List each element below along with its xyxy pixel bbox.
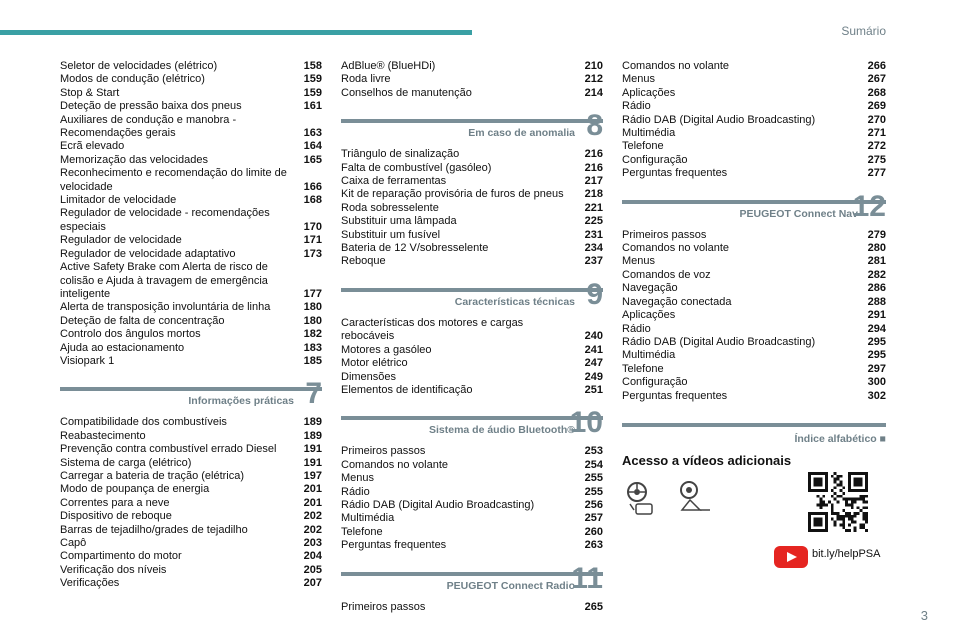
toc-entry-title: Modos de condução (elétrico) <box>60 73 205 86</box>
toc-entry-page: 267 <box>867 73 886 86</box>
toc-entry-title: Roda livre <box>341 73 391 86</box>
page-number: 3 <box>920 608 928 623</box>
toc-entry[interactable] <box>622 376 886 389</box>
toc-entry-title: Navegação <box>622 282 678 295</box>
toc-entry[interactable] <box>60 537 322 550</box>
toc-entry[interactable] <box>60 301 322 314</box>
toc-entry-title: Características dos motores e cargas rebocáveis <box>341 316 524 343</box>
toc-entry-page: 295 <box>867 349 886 362</box>
toc-entry[interactable] <box>341 87 603 100</box>
toc-entry-title: Controlo dos ângulos mortos <box>60 328 201 341</box>
toc-entry-title: Perguntas frequentes <box>622 389 728 402</box>
toc-entry-title: Rádio DAB (Digital Audio Broadcasting) <box>622 113 816 126</box>
toc-entry[interactable] <box>341 526 603 539</box>
toc-entry[interactable] <box>622 154 886 167</box>
toc-entry[interactable] <box>341 188 603 201</box>
toc-entry-title: Comandos no volante <box>341 458 449 471</box>
toc-entry-page: 180 <box>303 301 322 314</box>
toc-entry[interactable] <box>60 430 322 443</box>
toc-entry-page: 234 <box>584 242 603 255</box>
toc-entry[interactable] <box>60 73 322 86</box>
toc-entry[interactable] <box>341 539 603 552</box>
toc-entry-page: 249 <box>584 370 603 383</box>
toc-entry-page: 255 <box>584 472 603 485</box>
toc-entry-page: 247 <box>584 357 603 370</box>
toc-entry-title: Ajuda ao estacionamento <box>60 341 185 354</box>
toc-column-2 <box>341 60 603 614</box>
toc-entry-title: Menus <box>622 255 656 268</box>
toc-entry-page: 253 <box>584 445 603 458</box>
section-title: Informações práticas <box>188 395 294 408</box>
toc-entry-page: 275 <box>867 153 886 166</box>
toc-entry[interactable] <box>622 60 886 73</box>
toc-entry[interactable] <box>341 486 603 499</box>
toc-entry[interactable] <box>622 73 886 86</box>
toc-entry[interactable] <box>60 470 322 483</box>
toc-entry-page: 168 <box>303 194 322 207</box>
toc-entry-title: Primeiros passos <box>622 228 707 241</box>
toc-entry[interactable] <box>60 564 322 577</box>
toc-entry-title: Deteção de pressão baixa dos pneus <box>60 100 242 113</box>
toc-entry-title: Sistema de carga (elétrico) <box>60 456 192 469</box>
toc-entry-page: 225 <box>584 215 603 228</box>
toc-entry-title: Barras de tejadilho/grades de tejadilho <box>60 523 248 536</box>
toc-entry-title: Substituir uma lâmpada <box>341 215 457 228</box>
toc-entry-page: 163 <box>303 127 322 140</box>
toc-entry[interactable] <box>341 445 603 458</box>
toc-entry-title: AdBlue® (BlueHDi) <box>341 60 436 72</box>
toc-entry[interactable] <box>622 114 886 127</box>
toc-entry-title: Compatibilidade dos combustíveis <box>60 416 227 429</box>
toc-entry-page: 183 <box>303 341 322 354</box>
toc-entry[interactable] <box>60 87 322 100</box>
toc-entry[interactable] <box>341 175 603 188</box>
toc-entry-page: 265 <box>584 600 603 613</box>
toc-entry-title: Rádio DAB (Digital Audio Broadcasting) <box>622 335 816 348</box>
toc-entry[interactable] <box>341 148 603 161</box>
toc-entry-title: Stop & Start <box>60 86 120 99</box>
toc-entry-title: Aplicações <box>622 86 676 99</box>
toc-entry-title: Correntes para a neve <box>60 496 170 509</box>
toc-entry-page: 212 <box>584 73 603 86</box>
toc-entry-title: Reconhecimento e recomendação do limite de velocidade <box>60 167 287 193</box>
toc-entry[interactable] <box>622 140 886 153</box>
toc-entry-title: Kit de reparação provisória de furos de pneus <box>341 188 564 201</box>
toc-entry[interactable] <box>60 100 322 113</box>
toc-entry-title: Dispositivo de reboque <box>60 510 172 523</box>
toc-entry[interactable] <box>60 315 322 328</box>
toc-entry-title: Roda sobresselente <box>341 201 439 214</box>
toc-entry[interactable] <box>341 512 603 525</box>
toc-entry-page: 210 <box>584 60 603 72</box>
toc-entry-page: 231 <box>584 228 603 241</box>
section-number: 12 <box>852 189 886 223</box>
toc-entry[interactable] <box>341 384 603 397</box>
toc-entry-page: 281 <box>867 255 886 268</box>
toc-entry-page: 297 <box>867 362 886 375</box>
toc-entry[interactable] <box>60 510 322 523</box>
toc-entry-title: Rádio <box>622 322 651 335</box>
toc-entry[interactable] <box>341 229 603 242</box>
toc-entry[interactable] <box>622 323 886 336</box>
toc-entry-title: Dimensões <box>341 370 397 383</box>
toc-entry-title: Limitador de velocidade <box>60 194 177 207</box>
toc-entry[interactable] <box>60 416 322 429</box>
section-header-7 <box>60 377 322 413</box>
toc-entry-title: Prevenção contra combustível errado Diesel <box>60 443 277 456</box>
toc-entry-title: Multimédia <box>622 127 676 140</box>
toc-entry-title: Substituir um fusível <box>341 228 441 241</box>
toc-entry-page: 257 <box>584 512 603 525</box>
toc-entry[interactable] <box>622 167 886 180</box>
toc-entry-title: Reabastecimento <box>60 429 146 442</box>
toc-entry-page: 237 <box>584 255 603 268</box>
toc-entry-page: 216 <box>584 148 603 161</box>
section-number: 11 <box>571 561 603 595</box>
section-title: PEUGEOT Connect Radio <box>446 579 575 592</box>
toc-entry[interactable] <box>60 550 322 563</box>
section-header-12 <box>622 189 886 226</box>
toc-entry[interactable] <box>622 336 886 349</box>
toc-entry-title: Motor elétrico <box>341 357 408 370</box>
toc-entry[interactable] <box>622 127 886 140</box>
toc-entry[interactable] <box>622 229 886 242</box>
toc-entry-title: Verificação dos níveis <box>60 563 167 576</box>
toc-entry-page: 295 <box>867 335 886 348</box>
toc-entry-title: Multimédia <box>341 512 395 525</box>
toc-entry-page: 173 <box>303 247 322 260</box>
toc-entry-title: Modo de poupança de energia <box>60 483 210 496</box>
toc-entry-title: Perguntas frequentes <box>341 539 447 552</box>
toc-entry-page: 240 <box>584 330 603 343</box>
toc-entry-title: Conselhos de manutenção <box>341 86 472 99</box>
toc-entry-title: Regulador de velocidade - recomendações especiais <box>60 207 270 233</box>
toc-entry-title: Ecrã elevado <box>60 140 125 153</box>
toc-entry-title: Compartimento do motor <box>60 550 182 563</box>
toc-entry-page: 201 <box>303 483 322 496</box>
toc-entry-title: Seletor de velocidades (elétrico) <box>60 60 218 72</box>
toc-entry-title: Primeiros passos <box>341 600 426 613</box>
toc-entry-page: 205 <box>303 563 322 576</box>
toc-entry[interactable] <box>341 255 603 268</box>
toc-entry-title: Bateria de 12 V/sobresselente <box>341 242 489 255</box>
toc-entry[interactable] <box>341 344 603 357</box>
toc-entry[interactable] <box>341 499 603 512</box>
toc-entry-title: Menus <box>622 73 656 86</box>
toc-entry-title: Configuração <box>622 153 688 166</box>
toc-entry-page: 263 <box>584 539 603 552</box>
toc-entry[interactable] <box>622 390 886 403</box>
toc-entry[interactable] <box>60 154 322 167</box>
help-video-link[interactable]: bit.ly/helpPSA <box>812 547 881 560</box>
toc-entry-page: 201 <box>303 496 322 509</box>
toc-entry[interactable] <box>60 355 322 368</box>
toc-entry[interactable] <box>622 87 886 100</box>
video-steering-wheel-icon[interactable] <box>624 480 658 518</box>
toc-entry-page: 189 <box>303 416 322 429</box>
toc-entry-page: 165 <box>303 153 322 166</box>
toc-entry-page: 202 <box>303 510 322 523</box>
toc-entry-page: 256 <box>584 498 603 511</box>
toc-entry-page: 272 <box>867 140 886 153</box>
toc-entry-page: 221 <box>584 201 603 214</box>
toc-entry[interactable] <box>60 457 322 470</box>
toc-entry[interactable] <box>341 459 603 472</box>
toc-entry-page: 286 <box>867 282 886 295</box>
toc-entry[interactable] <box>60 577 322 590</box>
toc-entry[interactable] <box>60 497 322 510</box>
toc-entry-page: 217 <box>584 175 603 188</box>
toc-entry-title: Perguntas frequentes <box>622 167 728 180</box>
toc-entry-page: 282 <box>867 268 886 281</box>
toc-entry[interactable] <box>60 140 322 153</box>
toc-entry[interactable] <box>60 443 322 456</box>
toc-entry-page: 260 <box>584 525 603 538</box>
toc-entry-page: 251 <box>584 383 603 396</box>
toc-entry-page: 207 <box>303 577 322 590</box>
video-driving-aids-icon[interactable] <box>678 480 712 518</box>
toc-entry-title: Comandos no volante <box>622 60 730 72</box>
toc-entry-title: Deteção de falta de concentração <box>60 314 225 327</box>
toc-entry-page: 202 <box>303 523 322 536</box>
toc-entry-title: Primeiros passos <box>341 445 426 458</box>
section-header-11 <box>341 561 603 598</box>
toc-entry-page: 191 <box>303 443 322 456</box>
toc-entry-title: Memorização das velocidades <box>60 153 208 166</box>
toc-entry-title: Motores a gasóleo <box>341 343 432 356</box>
toc-entry-page: 158 <box>303 60 322 72</box>
toc-entry[interactable] <box>60 194 322 207</box>
toc-entry-page: 302 <box>867 389 886 402</box>
toc-entry-title: Aplicações <box>622 309 676 322</box>
toc-entry-page: 216 <box>584 161 603 174</box>
toc-entry-page: 270 <box>867 113 886 126</box>
toc-entry-title: Regulador de velocidade adaptativo <box>60 247 236 260</box>
toc-entry-page: 269 <box>867 100 886 113</box>
toc-entry-page: 159 <box>303 73 322 86</box>
toc-entry-title: Caixa de ferramentas <box>341 175 447 188</box>
toc-entry-title: Alerta de transposição involuntária de linha <box>60 301 271 314</box>
videos-area <box>622 468 886 578</box>
toc-entry[interactable] <box>341 73 603 86</box>
toc-entry[interactable] <box>60 261 322 301</box>
section-title: Em caso de anomalia <box>468 127 575 140</box>
section-title: Sistema de áudio Bluetooth® <box>428 424 575 437</box>
toc-entry[interactable] <box>60 328 322 341</box>
toc-entry-page: 291 <box>867 309 886 322</box>
toc-entry-title: Rádio <box>622 100 651 113</box>
toc-entry-page: 161 <box>303 100 322 113</box>
toc-entry-page: 170 <box>303 220 322 233</box>
toc-entry[interactable] <box>622 363 886 376</box>
toc-entry-page: 182 <box>303 328 322 341</box>
toc-entry[interactable] <box>60 248 322 261</box>
toc-entry[interactable] <box>341 472 603 485</box>
toc-entry-title: Comandos no volante <box>622 242 730 255</box>
toc-entry-title: Active Safety Brake com Alerta de risco de colisão e Ajuda à travagem de emergência inteligente <box>60 261 268 300</box>
toc-entry-title: Falta de combustível (gasóleo) <box>341 161 492 174</box>
toc-entry-title: Verificações <box>60 577 120 590</box>
header-accent-bar <box>0 30 472 35</box>
toc-entry[interactable] <box>60 207 322 234</box>
toc-entry-title: Rádio DAB (Digital Audio Broadcasting) <box>341 498 535 511</box>
toc-entry[interactable] <box>341 357 603 370</box>
toc-entry-title: Auxiliares de condução e manobra - Recomendações gerais <box>60 113 237 140</box>
toc-entry-page: 171 <box>303 234 322 247</box>
toc-entry-title: Elementos de identificação <box>341 383 473 396</box>
toc-entry[interactable] <box>622 100 886 113</box>
toc-entry[interactable] <box>622 349 886 362</box>
section-number: 7 <box>305 377 322 411</box>
toc-entry-title: Menus <box>341 472 375 485</box>
toc-entry[interactable] <box>60 342 322 355</box>
toc-entry-title: Reboque <box>341 255 386 268</box>
page-header-title: Sumário <box>841 24 886 38</box>
toc-entry-title: Telefone <box>622 362 664 375</box>
section-header-10 <box>341 406 603 442</box>
toc-entry-title: Configuração <box>622 376 688 389</box>
toc-entry-page: 214 <box>584 86 603 99</box>
index-label: Índice alfabético ■ <box>794 432 886 445</box>
toc-entry-page: 279 <box>867 228 886 241</box>
toc-entry-page: 300 <box>867 376 886 389</box>
toc-entry-title: Multimédia <box>622 349 676 362</box>
toc-entry-page: 185 <box>303 354 322 367</box>
toc-entry-page: 203 <box>303 537 322 549</box>
alphabetical-index-link[interactable] <box>622 423 886 445</box>
toc-entry-title: Visiopark 1 <box>60 354 115 367</box>
toc-entry-page: 204 <box>303 550 322 563</box>
youtube-icon[interactable] <box>774 546 808 568</box>
toc-column-3 <box>622 60 886 578</box>
toc-entry[interactable] <box>622 269 886 282</box>
toc-entry[interactable] <box>622 309 886 322</box>
toc-column-1 <box>60 60 322 591</box>
toc-entry-page: 166 <box>303 180 322 193</box>
toc-entry-page: 197 <box>303 469 322 482</box>
toc-entry-page: 271 <box>867 127 886 140</box>
toc-entry[interactable] <box>60 114 322 141</box>
toc-entry[interactable] <box>60 167 322 194</box>
section-number: 10 <box>569 406 603 440</box>
section-header-9 <box>341 277 603 314</box>
section-header-8 <box>341 109 603 145</box>
toc-entry-page: 254 <box>584 458 603 471</box>
toc-entry-page: 159 <box>303 86 322 99</box>
toc-entry[interactable] <box>341 242 603 255</box>
toc-entry-title: Triângulo de sinalização <box>341 148 460 161</box>
toc-entry[interactable] <box>622 255 886 268</box>
section-number: 9 <box>586 277 603 311</box>
toc-entry-title: Comandos de voz <box>622 268 711 281</box>
toc-entry[interactable] <box>341 60 603 73</box>
toc-entry-page: 191 <box>303 456 322 469</box>
toc-entry[interactable] <box>341 371 603 384</box>
toc-entry-title: Rádio <box>341 485 370 498</box>
toc-entry-page: 189 <box>303 429 322 442</box>
section-title: PEUGEOT Connect Nav <box>739 207 858 220</box>
toc-entry-page: 177 <box>303 287 322 300</box>
toc-entry[interactable] <box>341 162 603 175</box>
toc-entry-title: Carregar a bateria de tração (elétrica) <box>60 469 245 482</box>
toc-entry[interactable] <box>341 202 603 215</box>
toc-entry-title: Regulador de velocidade <box>60 234 182 247</box>
qr-code-icon <box>808 472 868 532</box>
toc-entry[interactable] <box>341 317 603 344</box>
toc-entry-page: 180 <box>303 314 322 327</box>
toc-entry-page: 241 <box>584 343 603 356</box>
toc-entry-page: 280 <box>867 242 886 255</box>
toc-entry[interactable] <box>622 242 886 255</box>
toc-entry[interactable] <box>60 60 322 73</box>
toc-entry[interactable] <box>622 296 886 309</box>
toc-entry[interactable] <box>341 215 603 228</box>
toc-entry-page: 268 <box>867 86 886 99</box>
toc-entry-title: Navegação conectada <box>622 295 732 308</box>
toc-entry-page: 266 <box>867 60 886 72</box>
toc-entry[interactable] <box>60 234 322 247</box>
toc-entry-page: 294 <box>867 322 886 335</box>
section-number: 8 <box>586 109 603 143</box>
toc-entry[interactable] <box>60 524 322 537</box>
toc-entry-page: 288 <box>867 295 886 308</box>
toc-entry[interactable] <box>341 601 603 614</box>
toc-entry-page: 164 <box>303 140 322 153</box>
toc-entry-page: 218 <box>584 188 603 201</box>
toc-entry-page: 277 <box>867 167 886 180</box>
videos-heading: Acesso a vídeos adicionais <box>622 452 792 468</box>
toc-entry-page: 255 <box>584 485 603 498</box>
toc-entry[interactable] <box>622 282 886 295</box>
toc-entry-title: Capô <box>60 537 87 549</box>
toc-entry[interactable] <box>60 483 322 496</box>
toc-entry-title: Telefone <box>622 140 664 153</box>
section-title: Características técnicas <box>454 295 575 308</box>
toc-entry-title: Telefone <box>341 525 383 538</box>
